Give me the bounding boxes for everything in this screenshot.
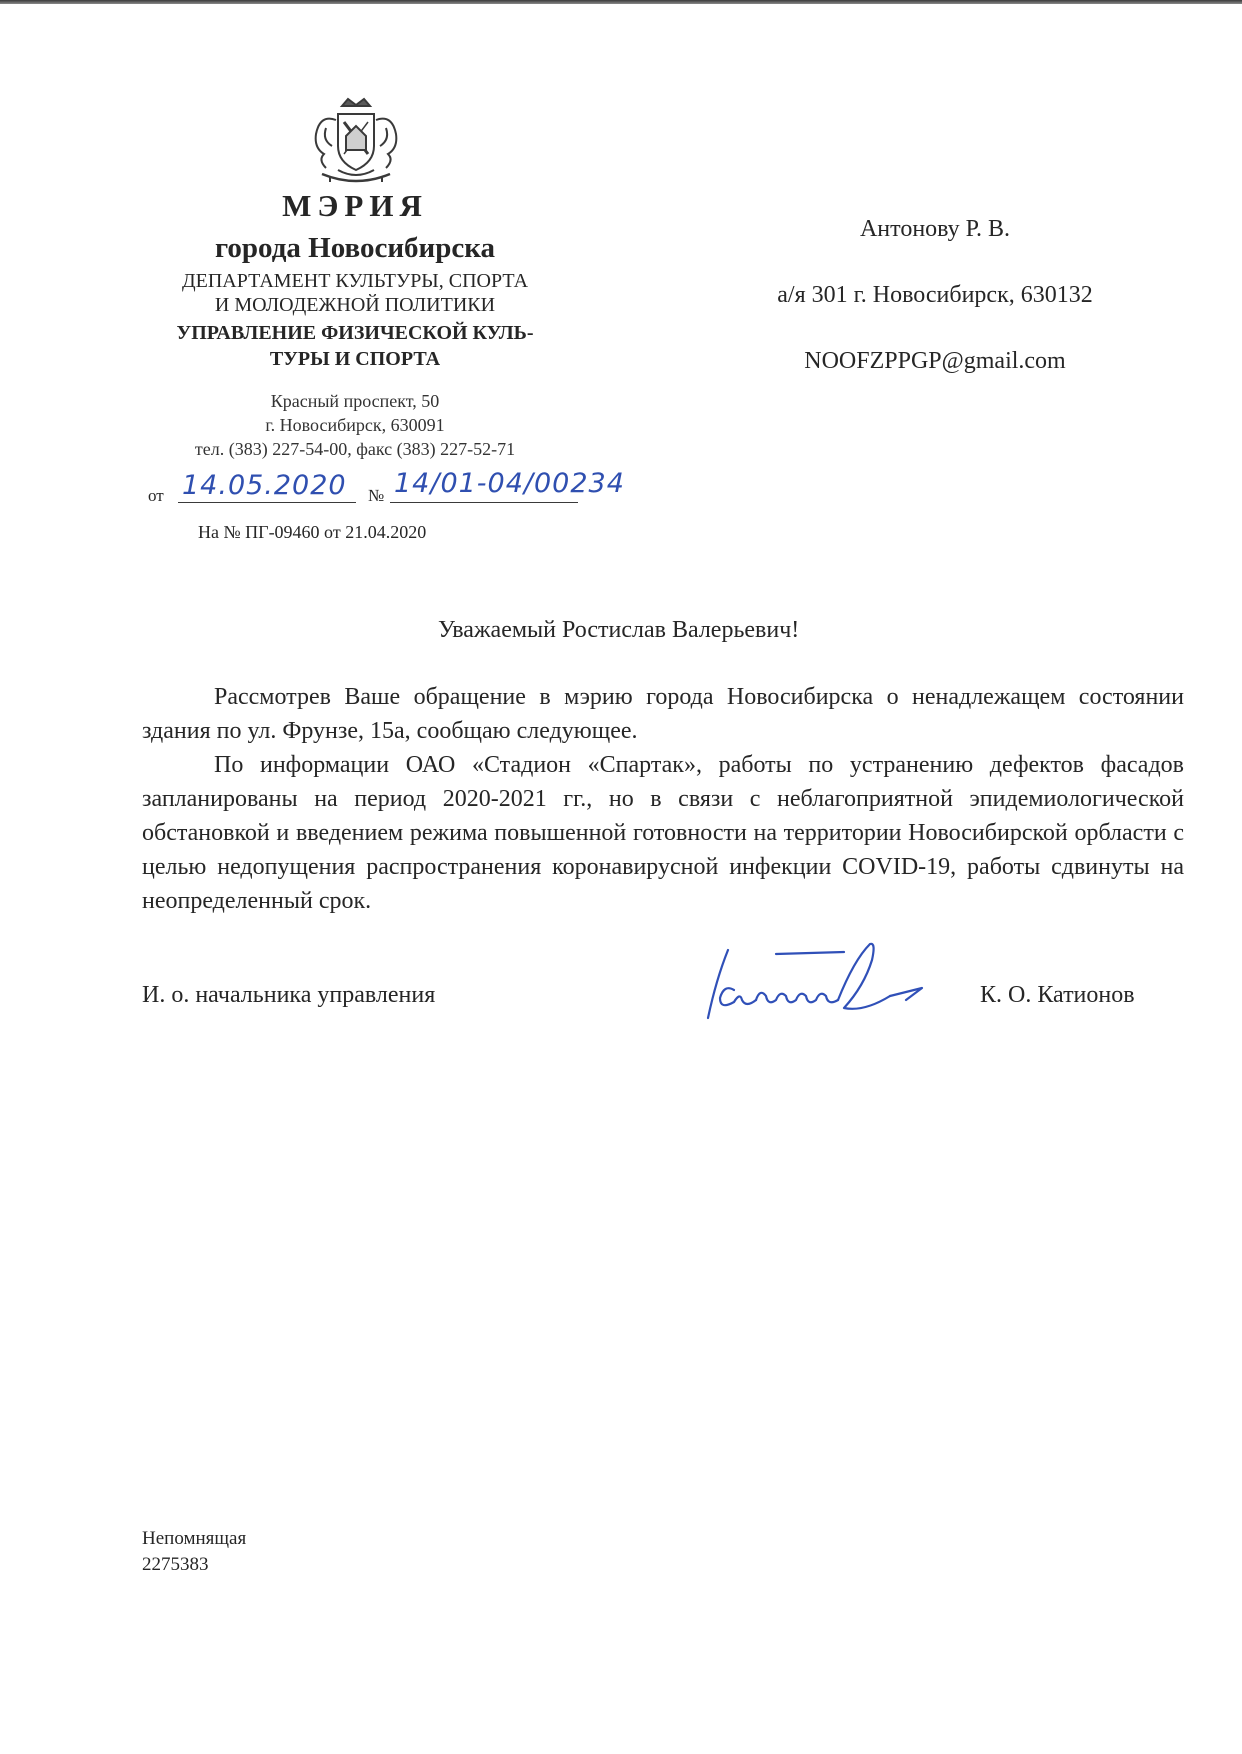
date-underline (178, 502, 356, 503)
coat-of-arms-icon (308, 96, 404, 188)
address-line-1: Красный проспект, 50 (270, 391, 440, 411)
number-underline (390, 502, 578, 503)
number-label: № (368, 486, 385, 505)
date-label: от (148, 486, 164, 505)
handwritten-date: 14.05.2020 (182, 470, 347, 501)
paragraph-1-text: Рассмотрев Ваше обращение в мэрию города Новосибирска о ненадлежащем состоянии здания по ул. Фрунзе, 15а, сообщаю следующее. (142, 684, 1184, 744)
recipient-name: Антонову Р. В. (859, 216, 1011, 242)
executor-name: Непомнящая (142, 1528, 247, 1549)
greeting: Уважаемый Ростислав Валерьевич! (438, 617, 800, 643)
handwritten-signature (694, 930, 944, 1030)
signatory-name: К. О. Катионов (980, 982, 1135, 1008)
address-line-2: г. Новосибирск, 630091 (265, 415, 445, 435)
address-line-3: тел. (383) 227-54-00, факс (383) 227-52-71 (194, 439, 516, 459)
recipient-address: а/я 301 г. Новосибирск, 630132 (777, 282, 1093, 308)
department-line-1: ДЕПАРТАМЕНТ КУЛЬТУРЫ, СПОРТА (181, 270, 529, 292)
executor-phone: 2275383 (142, 1554, 209, 1575)
recipient-email: NOOFZPPGP@gmail.com (804, 348, 1066, 374)
handwritten-number: 14/01-04/00234 (394, 468, 625, 499)
reply-reference: На № ПГ-09460 от 21.04.2020 (198, 522, 427, 542)
department-line-2: И МОЛОДЕЖНОЙ ПОЛИТИКИ (214, 294, 496, 316)
unit-line-1: УПРАВЛЕНИЕ ФИЗИЧЕСКОЙ КУЛЬ- (176, 322, 534, 344)
city-title: города Новосибирска (214, 232, 496, 264)
unit-line-2: ТУРЫ И СПОРТА (269, 348, 441, 370)
signatory-title: И. о. начальника управления (142, 982, 436, 1008)
scan-top-edge (0, 0, 1242, 4)
paragraph-2-text: По информации ОАО «Стадион «Спартак», работы по устранению дефектов фасадов запланированы на период 2020-2021 гг., но в связи с неблагоприятной эпидемиологической обстановкой и введением режима повышенной готовности на территории Новосибирской орбласти с целью недопущения распространения коронавирусной инфекции COVID-19, работы сдвинуты на неопределенный срок. (142, 752, 1184, 914)
mayor-title: МЭРИЯ (282, 188, 428, 223)
paragraph-2 (142, 748, 1184, 918)
paragraph-1 (142, 680, 1184, 748)
